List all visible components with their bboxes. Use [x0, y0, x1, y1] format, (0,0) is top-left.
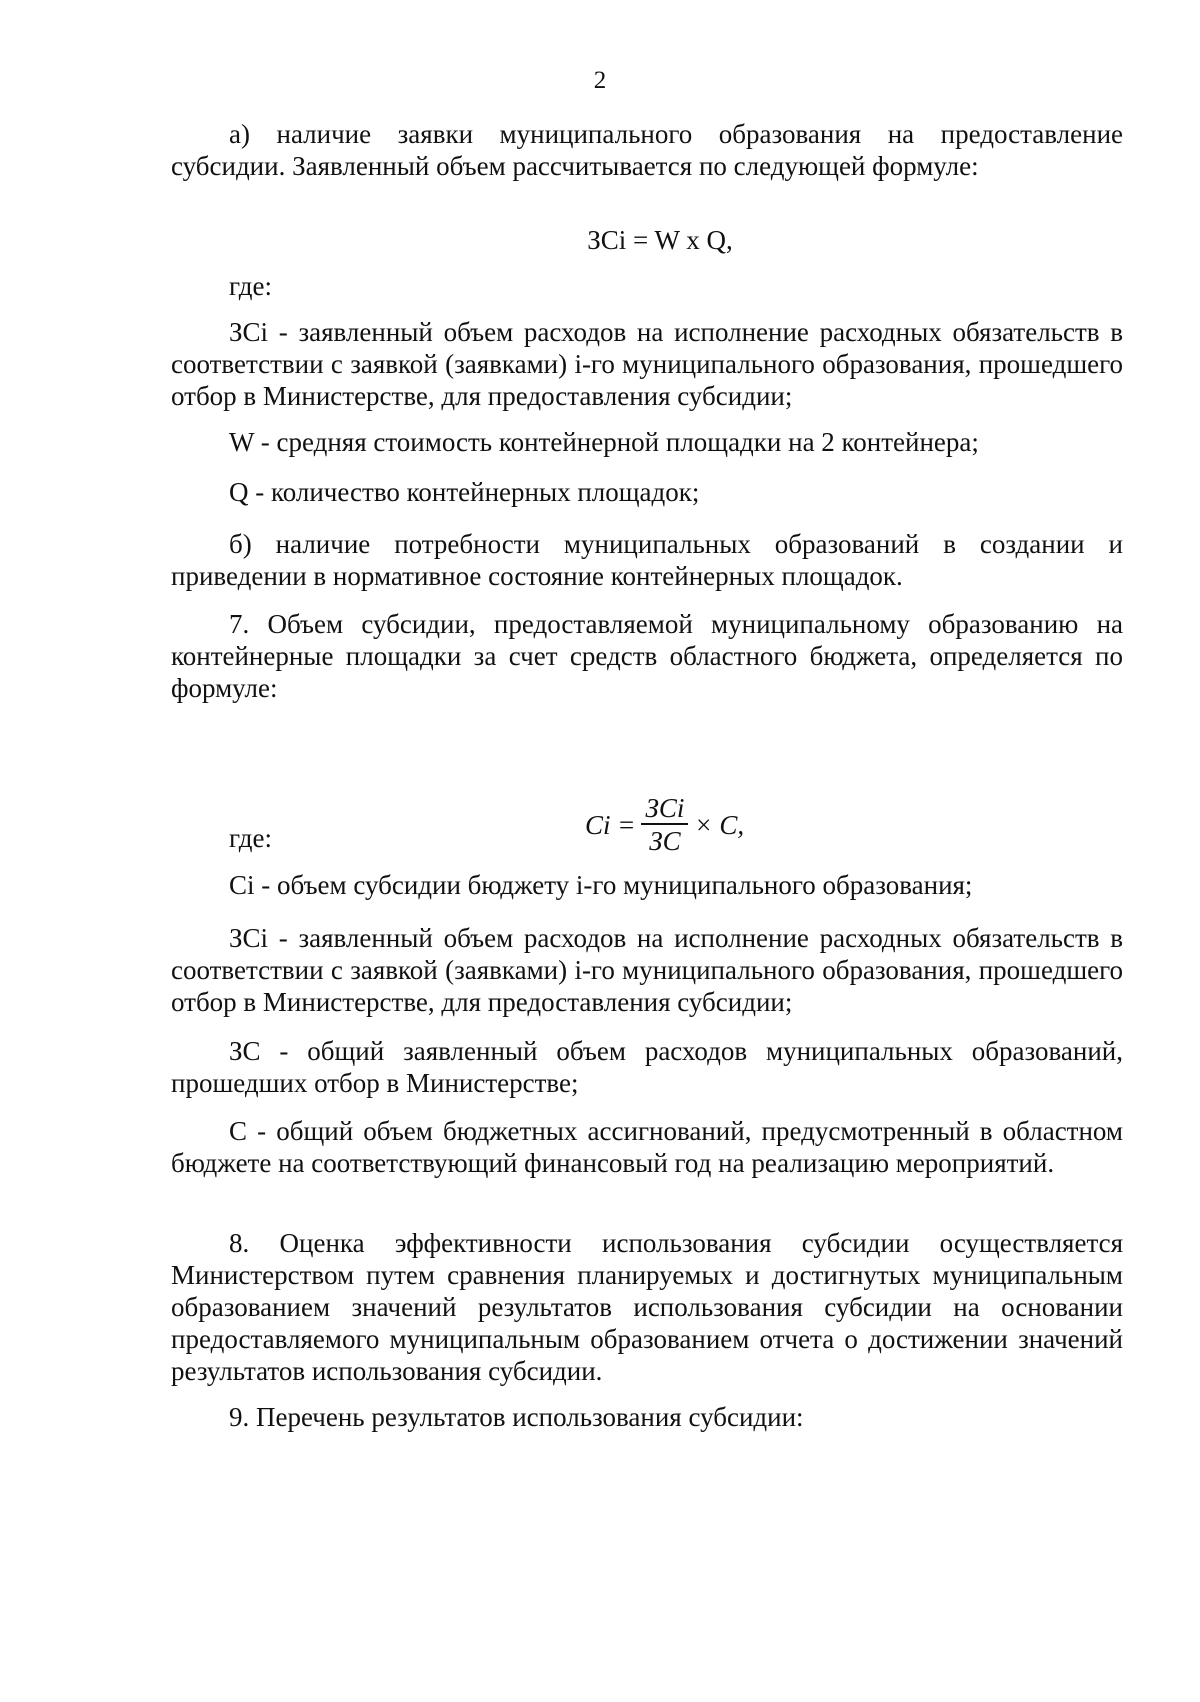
formula-ci-fraction — [641, 793, 688, 857]
definition-c: С - общий объем бюджетных ассигнований, предусмотренный в областном бюджете на соответствующий финансовый год на реализацию мероприятий. — [171, 1116, 1123, 1178]
formula-ci-denominator: ЗC — [649, 825, 681, 856]
formula-zci: ЗСi = W х Q, — [587, 225, 733, 255]
formula-ci-lhs: Ci = — [585, 809, 636, 840]
paragraph-9: 9. Перечень результатов использования субсидии: — [229, 1402, 804, 1432]
definition-zc: ЗС - общий заявленный объем расходов муниципальных образований, прошедших отбор в Министерстве; — [171, 1036, 1123, 1098]
formula-ci-rhs: × C, — [694, 809, 745, 840]
definition-q: Q - количество контейнерных площадок; — [229, 477, 700, 507]
page-number: 2 — [593, 67, 607, 94]
definition-ci: Сi - объем субсидии бюджету i-го муниципального образования; — [229, 870, 973, 900]
paragraph-7: 7. Объем субсидии, предоставляемой муниципальному образованию на контейнерные площадки за счет средств областного бюджета, определяется по формуле: — [171, 609, 1123, 703]
definition-zci-2: ЗСi - заявленный объем расходов на исполнение расходных обязательств в соответствии с заявкой (заявками) i-го муниципального образования, прошедшего отбор в Министерстве, для предоставления субсидии; — [171, 923, 1123, 1017]
paragraph-8: 8. Оценка эффективности использования субсидии осуществляется Министерством путем сравнения планируемых и достигнутых муниципальным образованием значений результатов использования субсидии на основании предоставляемого муниципальным образованием отчета о достижении значений результатов использования субсидии. — [171, 1228, 1123, 1386]
formula-ci-numerator: ЗCi — [645, 793, 685, 824]
definition-zci-1: ЗСi - заявленный объем расходов на исполнение расходных обязательств в соответствии с заявкой (заявками) i-го муниципального образования, прошедшего отбор в Министерстве, для предоставления субсидии; — [171, 317, 1123, 411]
formula-ci — [585, 790, 744, 860]
definition-w: W - средняя стоимость контейнерной площадки на 2 контейнера; — [229, 427, 979, 457]
where-label-1: где: — [229, 271, 272, 301]
where-label-2: где: — [229, 823, 272, 853]
paragraph-a: а) наличие заявки муниципального образования на предоставление субсидии. Заявленный объем рассчитывается по следующей формуле: — [171, 119, 1123, 181]
paragraph-b: б) наличие потребности муниципальных образований в создании и приведении в нормативное состояние контейнерных площадок. — [171, 529, 1123, 591]
